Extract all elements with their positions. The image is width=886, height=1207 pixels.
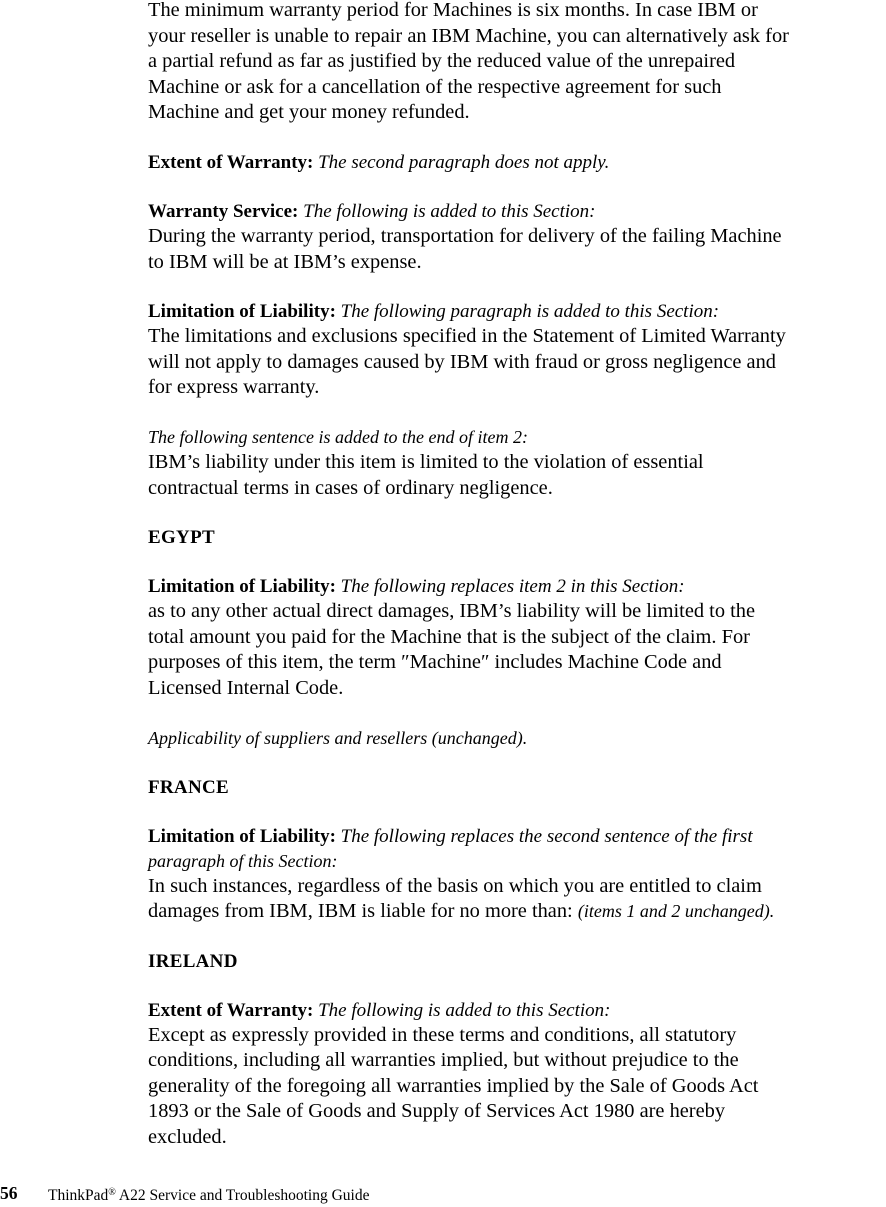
body-line: total amount you paid for the Machine that is the subject of the claim. For [148,625,750,648]
body-line [148,899,886,925]
footer-title [48,1182,369,1207]
heading-note: The following replaces item 2 in this Section: [340,576,685,598]
document-body [148,0,886,1151]
body-line: for express warranty. [148,376,320,399]
heading-note-continued: paragraph of this Section: [148,850,338,871]
limitation-of-liability-heading [148,299,886,324]
registered-mark: ® [108,1187,116,1198]
body-line: conditions, including all warranties implied, but without prejudice to the [148,1049,739,1072]
heading-label: Extent of Warranty: [148,999,314,1021]
body-line: contractual terms in cases of ordinary negligence. [148,476,553,499]
italic-note: Applicability of suppliers and resellers (unchanged). [148,727,528,748]
body-text: damages from IBM, IBM is liable for no more than: [148,900,573,923]
body-line: to IBM will be at IBM’s expense. [148,250,422,273]
heading-note: The following paragraph is added to this Section: [340,301,720,323]
heading-label: Warranty Service: [148,200,299,222]
country-heading-france: FRANCE [148,776,229,798]
heading-label: Limitation of Liability: [148,825,336,847]
body-line: During the warranty period, transportation for delivery of the failing Machine [148,224,782,247]
limitation-of-liability-heading [148,574,886,599]
body-line: generality of the foregoing all warranties implied by the Sale of Goods Act [148,1074,759,1097]
italic-text: (items 1 and 2 unchanged). [577,901,775,922]
heading-note: The second paragraph does not apply. [318,151,610,173]
footer-title-rest: A22 Service and Troubleshooting Guide [115,1187,370,1204]
page-footer [0,1182,886,1204]
country-heading-ireland: IRELAND [148,950,238,972]
heading-label: Limitation of Liability: [148,576,336,598]
body-line: as to any other actual direct damages, IBM’s liability will be limited to the [148,600,756,623]
heading-label: Limitation of Liability: [148,301,336,323]
product-name: ThinkPad [48,1187,109,1204]
body-line: The limitations and exclusions specified in the Statement of Limited Warranty [148,325,786,348]
extent-of-warranty-heading [148,998,886,1023]
body-line: In such instances, regardless of the basis on which you are entitled to claim [148,874,762,897]
body-line: your reseller is unable to repair an IBM Machine, you can alternatively ask for [148,24,789,47]
body-line: excluded. [148,1126,227,1149]
body-line: purposes of this item, the term ″Machine″ includes Machine Code and [148,651,722,674]
heading-label: Extent of Warranty: [148,151,314,173]
country-heading-egypt: EGYPT [148,527,215,549]
warranty-service-heading [148,199,886,224]
body-line: will not apply to damages caused by IBM with fraud or gross negligence and [148,350,776,373]
body-line: IBM’s liability under this item is limited to the violation of essential [148,450,704,473]
body-line: Machine or ask for a cancellation of the respective agreement for such [148,75,722,98]
body-line: a partial refund as far as justified by the reduced value of the unrepaired [148,50,736,73]
page-number: 56 [0,1183,18,1203]
extent-of-warranty-heading [148,150,886,175]
body-line: Except as expressly provided in these terms and conditions, all statutory [148,1023,737,1046]
limitation-of-liability-heading [148,824,886,849]
body-line: Machine and get your money refunded. [148,101,470,124]
body-line: 1893 or the Sale of Goods and Supply of Services Act 1980 are hereby [148,1100,726,1123]
body-line: The minimum warranty period for Machines is six months. In case IBM or [148,0,758,21]
heading-note: The following is added to this Section: [318,999,611,1021]
heading-note: The following replaces the second sentence of the first [340,825,753,847]
body-line: Licensed Internal Code. [148,676,344,699]
heading-note: The following is added to this Section: [303,200,596,222]
italic-note: The following sentence is added to the end of item 2: [148,426,528,447]
